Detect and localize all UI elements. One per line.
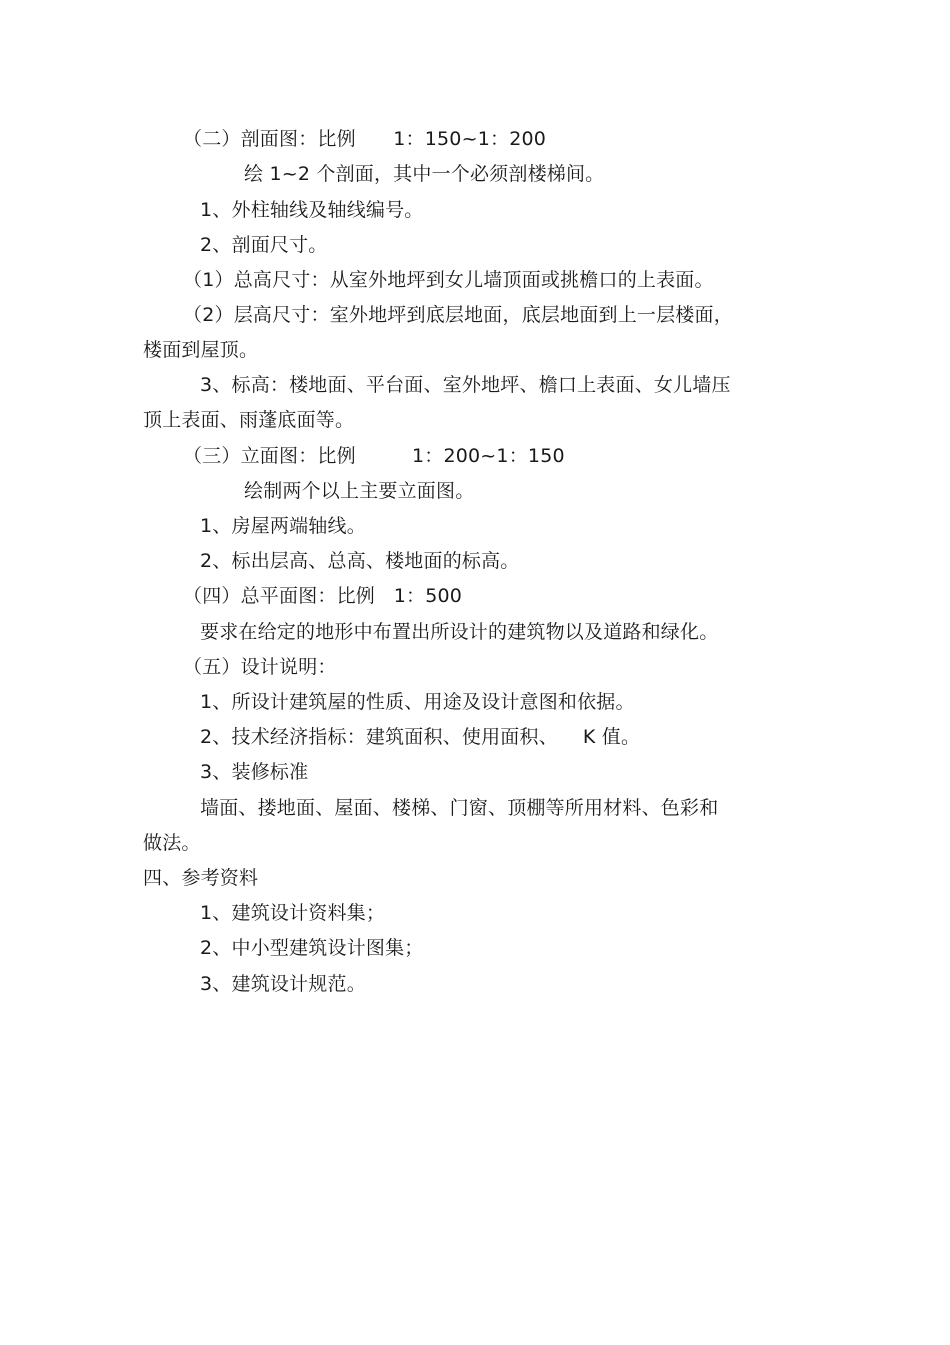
paragraph-line: 做法。 [143, 832, 201, 854]
list-item: 2、标出层高、总高、楼地面的标高。 [200, 550, 520, 572]
list-item: 3、建筑设计规范。 [200, 973, 366, 995]
section-heading: 四、参考资料 [143, 867, 259, 889]
list-item: 1、外柱轴线及轴线编号。 [200, 199, 424, 221]
list-item: 3、标高：楼地面、平台面、室外地坪、檐口上表面、女儿墙压 [200, 374, 731, 396]
paragraph-line: 绘制两个以上主要立面图。 [244, 480, 475, 502]
paragraph-line: 楼面到屋顶。 [143, 339, 259, 361]
paragraph-line: 要求在给定的地形中布置出所设计的建筑物以及道路和绿化。 [200, 621, 719, 643]
list-item: 2、技术经济指标：建筑面积、使用面积、 K 值。 [200, 726, 641, 748]
section-heading: （四）总平面图：比例 1：500 [183, 585, 463, 607]
list-item: （2）层高尺寸：室外地坪到底层地面，底层地面到上一层楼面， [183, 304, 733, 326]
section-heading: （三）立面图：比例 1：200~1：150 [183, 445, 565, 467]
list-item: 2、剖面尺寸。 [200, 234, 328, 256]
list-item: 1、所设计建筑屋的性质、用途及设计意图和依据。 [200, 691, 635, 713]
section-heading: （五）设计说明： [183, 656, 337, 678]
list-item: 3、装修标准 [200, 761, 309, 783]
list-item: 1、建筑设计资料集； [200, 902, 386, 924]
paragraph-line: 顶上表面、雨蓬底面等。 [143, 409, 355, 431]
section-heading: （二）剖面图：比例 1：150~1：200 [183, 128, 547, 150]
paragraph-line: 墙面、搂地面、屋面、楼梯、门窗、顶棚等所用材料、色彩和 [200, 797, 719, 819]
list-item: 1、房屋两端轴线。 [200, 515, 366, 537]
paragraph-line: 绘 1~2 个剖面，其中一个必须剖楼梯间。 [244, 163, 605, 185]
list-item: （1）总高尺寸：从室外地坪到女儿墙顶面或挑檐口的上表面。 [183, 269, 714, 291]
list-item: 2、中小型建筑设计图集； [200, 937, 424, 959]
